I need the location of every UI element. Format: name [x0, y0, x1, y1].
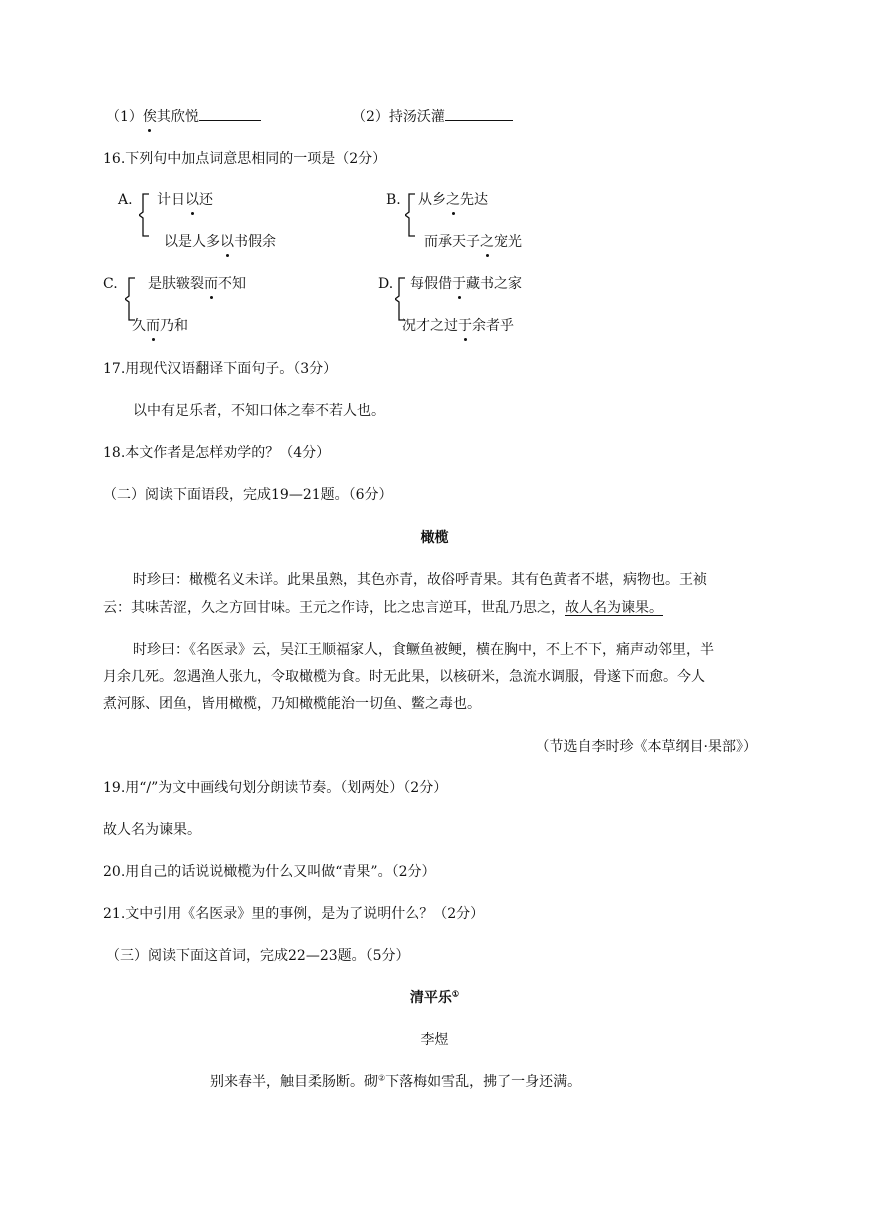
question-20-stem: 20.用自己的话说说橄榄为什么又叫做“青果”。（2分） — [103, 864, 436, 880]
dotted-char: 以 — [185, 192, 199, 208]
passage-source: （节选自李时珍《本草纲目·果部》） — [535, 739, 757, 755]
option-a-label: A. — [118, 192, 133, 208]
footnote-marker: ① — [451, 988, 460, 999]
option-b-label: B. — [386, 192, 401, 208]
question-17-stem: 17.用现代汉语翻译下面句子。（3分） — [103, 361, 338, 377]
question-18-stem: 18.本文作者是怎样劝学的？（4分） — [103, 445, 331, 461]
passage-paragraph-2-line-3: 煮河豚、团鱼，皆用橄榄，乃知橄榄能治一切鱼、鳖之毒也。 — [103, 696, 481, 712]
answer-blank[interactable] — [199, 106, 261, 121]
section-3-header: （三）阅读下面这首词，完成22—23题。（5分） — [106, 948, 410, 964]
dotted-char: 俟 — [142, 109, 157, 125]
brace-icon — [139, 192, 151, 238]
option-a-line-1: 计日以还 — [157, 192, 213, 208]
q15-item-2 — [352, 106, 513, 127]
poem-line-1: 别来春半，触目柔肠断。砌②下落梅如雪乱，拂了一身还满。 — [210, 1073, 582, 1090]
question-21-stem: 21.文中引用《名医录》里的事例，是为了说明什么？（2分） — [103, 906, 485, 922]
option-a-line-2: 以是人多以书假余 — [164, 234, 276, 250]
underlined-sentence: 故人名为谏果。 — [565, 600, 663, 616]
dotted-char: 于 — [452, 276, 466, 292]
option-b-line-2: 而承天子之宠光 — [424, 234, 522, 250]
option-c-label: C. — [103, 276, 118, 292]
brace-icon — [405, 192, 417, 238]
option-c-line-2: 久而乃和 — [132, 318, 188, 334]
question-17-sentence: 以中有足乐者，不知口体之奉不若人也。 — [133, 403, 385, 419]
poem-author: 李煜 — [420, 1032, 449, 1048]
dotted-char: 之 — [446, 192, 460, 208]
dotted-char: 于 — [458, 318, 472, 334]
dotted-char: 而 — [204, 276, 218, 292]
dotted-char: 以 — [220, 234, 234, 250]
section-2-header: （二）阅读下面语段，完成19—21题。（6分） — [103, 487, 393, 503]
option-b-line-1: 从乡之先达 — [418, 192, 488, 208]
option-d-line-2: 况才之过于余者乎 — [402, 318, 514, 334]
passage-paragraph-2-line-2: 月余几死。忽遇渔人张九，令取橄榄为食。时无此果，以核研米，急流水调服，骨遂下而愈。今人 — [103, 669, 705, 685]
answer-blank[interactable] — [445, 106, 513, 121]
q15-item-1 — [106, 106, 261, 127]
option-d-line-1: 每假借于藏书之家 — [410, 276, 522, 292]
passage-paragraph-2-line-1: 时珍曰：《名医录》云，吴江王顺福家人，食鳜鱼被鲠，横在胸中，不上不下，痛声动邻里，半 — [133, 642, 714, 658]
passage-title: 橄榄 — [420, 530, 449, 546]
passage-paragraph-1-line-2: 云：其味苦涩，久之方回甘味。王元之作诗，比之忠言逆耳，世乱乃思之，故人名为谏果。 — [103, 600, 663, 616]
q15-item-1-label: （1） — [106, 109, 143, 125]
q15-item-2-text: （2）持汤沃灌 — [352, 109, 445, 125]
question-19-stem: 19.用“/”为文中画线句划分朗读节奏。（划两处）（2分） — [103, 780, 448, 796]
dotted-char: 之 — [480, 234, 494, 250]
poem-title: 清平乐① — [409, 988, 460, 1006]
option-c-line-1: 是肤皲裂而不知 — [148, 276, 246, 292]
option-d-label: D. — [378, 276, 394, 292]
passage-paragraph-1-line-1: 时珍曰：橄榄名义未详。此果虽熟，其色亦青，故俗呼青果。其有色黄者不堪，病物也。王祯 — [133, 572, 707, 588]
footnote-marker: ② — [378, 1073, 386, 1083]
question-16-stem: 16.下列句中加点词意思相同的一项是（2分） — [103, 151, 387, 167]
question-19-sentence: 故人名为谏果。 — [103, 822, 201, 838]
dotted-char: 而 — [146, 318, 160, 334]
q15-item-1-text: 其欣悦 — [156, 109, 199, 125]
